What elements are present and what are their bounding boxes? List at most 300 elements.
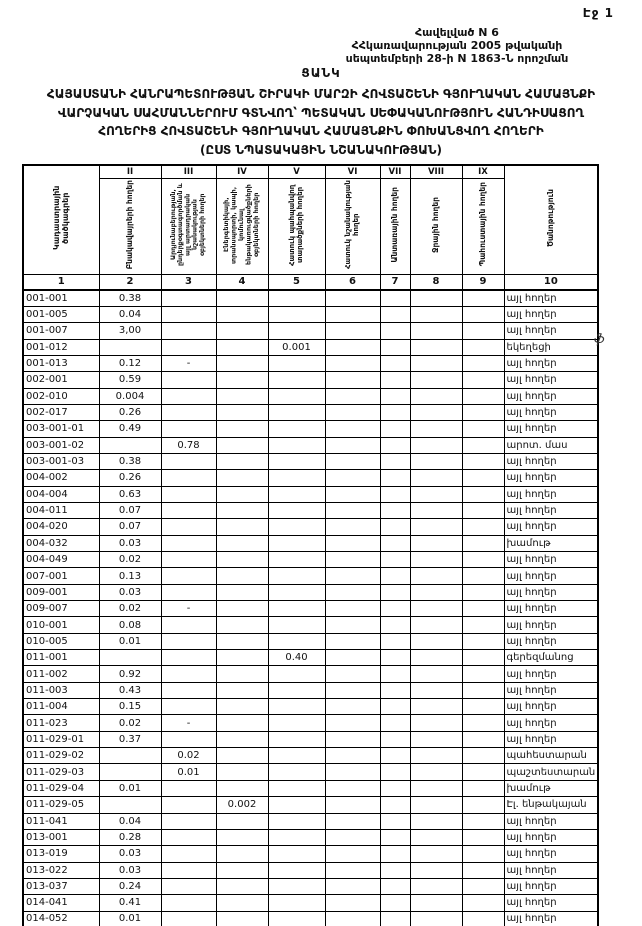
value-cell: [99, 764, 161, 780]
cadastral-code-cell: 004-049: [23, 552, 99, 568]
table-row: [23, 829, 598, 845]
value-cell: [410, 421, 462, 437]
note-cell: այլ հողեր: [504, 470, 598, 486]
value-cell: [216, 355, 268, 371]
value-cell: -: [161, 715, 216, 731]
note-cell: այլ հողեր: [504, 878, 598, 894]
value-cell: 0.01: [161, 764, 216, 780]
value-cell: 0.38: [99, 453, 161, 469]
value-cell: [268, 601, 325, 617]
note-cell: այլ հողեր: [504, 699, 598, 715]
value-cell: [268, 306, 325, 322]
value-cell: [99, 748, 161, 764]
value-cell: [410, 339, 462, 355]
value-cell: [268, 862, 325, 878]
table-row: [23, 666, 598, 682]
cadastral-code-cell: 011-029-04: [23, 780, 99, 796]
value-cell: [380, 911, 410, 926]
header-cadastral-codes: [23, 165, 99, 274]
cadastral-code-cell: 004-032: [23, 535, 99, 551]
value-cell: [216, 911, 268, 926]
value-cell: [161, 666, 216, 682]
value-cell: [268, 568, 325, 584]
title-line: ՀՈՂԵՐԻՑ ՀՈՎՏԱՇԵՆԻ ԳՅՈՒՂԱԿԱՆ ՀԱՄԱՅՆՔԻՆ ՓՈԽԱՆՑՎՈՂ ՀՈՂԵՐԻ: [98, 124, 544, 138]
value-cell: -: [161, 355, 216, 371]
value-cell: [325, 388, 380, 404]
value-cell: 0.02: [99, 552, 161, 568]
title-line: ՀԱՅԱՍՏԱՆԻ ՀԱՆՐԱՊԵՏՈՒԹՅԱՆ ՇԻՐԱԿԻ ՄԱՐԶԻ ՀՈՎՏԱՇԵՆԻ ԳՅՈՒՂԱԿԱՆ ՀԱՄԱՅՆՔԻ: [46, 87, 596, 101]
value-cell: [380, 306, 410, 322]
value-cell: [380, 829, 410, 845]
note-cell: այլ հողեր: [504, 453, 598, 469]
table-row: [23, 813, 598, 829]
value-cell: [380, 421, 410, 437]
value-cell: [268, 797, 325, 813]
value-cell: [462, 650, 504, 666]
cadastral-code-cell: 002-001: [23, 372, 99, 388]
value-cell: [268, 470, 325, 486]
value-cell: [325, 372, 380, 388]
roman-IX: IX: [462, 165, 504, 178]
handwritten-mark: ֆ: [593, 331, 606, 348]
value-cell: [380, 486, 410, 502]
value-cell: [268, 535, 325, 551]
value-cell: [462, 748, 504, 764]
value-cell: [216, 846, 268, 862]
value-cell: [325, 502, 380, 518]
value-cell: [410, 715, 462, 731]
value-cell: [216, 666, 268, 682]
value-cell: [380, 552, 410, 568]
value-cell: [216, 388, 268, 404]
value-cell: [216, 731, 268, 747]
page-number: Էջ 1: [582, 6, 614, 20]
note-cell: այլ հողեր: [504, 290, 598, 306]
value-cell: [216, 404, 268, 420]
annex-line: ՀՀկառավարության 2005 թվականի: [351, 39, 563, 52]
value-cell: [380, 878, 410, 894]
header-notes-label: Ծանոթություն: [545, 189, 555, 248]
value-cell: [410, 568, 462, 584]
value-cell: [325, 878, 380, 894]
table-row: [23, 552, 598, 568]
value-cell: [268, 715, 325, 731]
value-cell: [99, 339, 161, 355]
value-cell: [462, 552, 504, 568]
note-cell: այլ հողեր: [504, 715, 598, 731]
value-cell: [380, 437, 410, 453]
value-cell: [462, 339, 504, 355]
value-cell: [268, 437, 325, 453]
value-cell: [161, 388, 216, 404]
column-number: 8: [410, 274, 462, 290]
cadastral-code-cell: 001-005: [23, 306, 99, 322]
value-cell: [325, 519, 380, 535]
value-cell: [99, 437, 161, 453]
value-cell: 0.03: [99, 862, 161, 878]
cadastral-code-cell: 003-001-01: [23, 421, 99, 437]
cadastral-code-cell: 004-004: [23, 486, 99, 502]
column-number: 4: [216, 274, 268, 290]
table-row: [23, 731, 598, 747]
table-row: [23, 715, 598, 731]
value-cell: 0.26: [99, 404, 161, 420]
value-cell: 0.07: [99, 519, 161, 535]
value-cell: [380, 797, 410, 813]
title-line: (ԸՍՏ ՆՊԱՏԱԿԱՅԻՆ ՆՇԱՆԱԿՈՒԹՅԱՆ): [200, 142, 442, 157]
value-cell: [216, 339, 268, 355]
value-cell: [216, 437, 268, 453]
annex-line: սեպտեմբերի 28-ի N 1863-Ն որոշման: [345, 52, 569, 65]
value-cell: [462, 323, 504, 339]
value-cell: [462, 813, 504, 829]
value-cell: [216, 502, 268, 518]
value-cell: 0.001: [268, 339, 325, 355]
value-cell: [216, 519, 268, 535]
value-cell: 0.02: [99, 715, 161, 731]
value-cell: [216, 699, 268, 715]
value-cell: [216, 764, 268, 780]
table-row: [23, 502, 598, 518]
value-cell: [325, 404, 380, 420]
value-cell: [410, 453, 462, 469]
value-cell: [380, 323, 410, 339]
header-reserve-lands: Պահուստային հողեր: [462, 178, 504, 274]
value-cell: [380, 895, 410, 911]
value-cell: [216, 323, 268, 339]
cadastral-code-cell: 004-020: [23, 519, 99, 535]
note-cell: այլ հողեր: [504, 568, 598, 584]
value-cell: [410, 601, 462, 617]
value-cell: 0.26: [99, 470, 161, 486]
value-cell: [325, 486, 380, 502]
value-cell: [410, 846, 462, 862]
header-industrial-lands: Արդյունաբերության, ընդերքօգտագործման և այլ արտադրական նշանակության օբյեկտների հողեր: [161, 178, 216, 274]
note-cell: այլ հողեր: [504, 601, 598, 617]
value-cell: [268, 731, 325, 747]
value-cell: 0.12: [99, 355, 161, 371]
table-row: [23, 601, 598, 617]
value-cell: [325, 748, 380, 764]
value-cell: [216, 552, 268, 568]
value-cell: [268, 633, 325, 649]
value-cell: [268, 404, 325, 420]
value-cell: [268, 519, 325, 535]
note-cell: այլ հողեր: [504, 813, 598, 829]
value-cell: 0.01: [99, 633, 161, 649]
value-cell: [216, 421, 268, 437]
value-cell: 0.08: [99, 617, 161, 633]
value-cell: [325, 535, 380, 551]
value-cell: [380, 862, 410, 878]
value-cell: [462, 731, 504, 747]
value-cell: [268, 421, 325, 437]
value-cell: [216, 862, 268, 878]
value-cell: [161, 813, 216, 829]
value-cell: [462, 486, 504, 502]
cadastral-code-cell: 011-029-05: [23, 797, 99, 813]
value-cell: [410, 535, 462, 551]
value-cell: [325, 829, 380, 845]
value-cell: [462, 404, 504, 420]
table-row: [23, 470, 598, 486]
value-cell: [462, 584, 504, 600]
table-row: [23, 878, 598, 894]
column-numbers-row: [23, 274, 598, 290]
note-cell: այլ հողեր: [504, 404, 598, 420]
value-cell: 0.01: [99, 780, 161, 796]
value-cell: [99, 650, 161, 666]
table-row: [23, 862, 598, 878]
value-cell: 0.28: [99, 829, 161, 845]
note-cell: պաշտեստարան: [504, 764, 598, 780]
value-cell: [380, 372, 410, 388]
value-cell: [161, 895, 216, 911]
value-cell: [161, 421, 216, 437]
value-cell: 0.37: [99, 731, 161, 747]
value-cell: [216, 470, 268, 486]
value-cell: [161, 878, 216, 894]
value-cell: 3,00: [99, 323, 161, 339]
value-cell: [325, 323, 380, 339]
value-cell: [410, 911, 462, 926]
value-cell: 0.04: [99, 306, 161, 322]
value-cell: 0.78: [161, 437, 216, 453]
value-cell: [410, 519, 462, 535]
value-cell: [380, 715, 410, 731]
value-cell: [268, 323, 325, 339]
value-cell: [216, 682, 268, 698]
value-cell: [380, 633, 410, 649]
value-cell: [216, 829, 268, 845]
value-cell: [161, 568, 216, 584]
table-row: [23, 764, 598, 780]
value-cell: [161, 682, 216, 698]
value-cell: [268, 502, 325, 518]
value-cell: [410, 829, 462, 845]
value-cell: [410, 666, 462, 682]
table-row: [23, 535, 598, 551]
value-cell: [410, 862, 462, 878]
cadastral-code-cell: 009-001: [23, 584, 99, 600]
value-cell: [410, 372, 462, 388]
cadastral-code-cell: 011-004: [23, 699, 99, 715]
value-cell: [462, 682, 504, 698]
value-cell: [325, 911, 380, 926]
value-cell: [99, 797, 161, 813]
table-row: [23, 895, 598, 911]
note-cell: արոտ. մաս: [504, 437, 598, 453]
value-cell: 0.40: [268, 650, 325, 666]
value-cell: [325, 813, 380, 829]
note-cell: այլ հողեր: [504, 633, 598, 649]
value-cell: [216, 715, 268, 731]
value-cell: [268, 829, 325, 845]
value-cell: [462, 470, 504, 486]
note-cell: այլ հողեր: [504, 519, 598, 535]
value-cell: [380, 584, 410, 600]
value-cell: [410, 731, 462, 747]
value-cell: [325, 470, 380, 486]
value-cell: [410, 633, 462, 649]
value-cell: [462, 666, 504, 682]
header-infrastructure-lands: Էներգետիկայի, տրանսպորտի, կապի, կոմունալ ենթակառուցվածքների օբյեկտների հողեր: [216, 178, 268, 274]
value-cell: [268, 666, 325, 682]
note-cell: այլ հողեր: [504, 829, 598, 845]
value-cell: [380, 502, 410, 518]
value-cell: [380, 355, 410, 371]
value-cell: [161, 486, 216, 502]
note-cell: այլ հողեր: [504, 502, 598, 518]
value-cell: [161, 829, 216, 845]
column-number: 1: [23, 274, 99, 290]
cadastral-code-cell: 001-012: [23, 339, 99, 355]
value-cell: [161, 731, 216, 747]
value-cell: [380, 846, 410, 862]
table-row: [23, 290, 598, 306]
note-cell: այլ հողեր: [504, 306, 598, 322]
value-cell: [380, 650, 410, 666]
value-cell: [410, 682, 462, 698]
note-cell: այլ հողեր: [504, 323, 598, 339]
value-cell: [268, 748, 325, 764]
value-cell: [161, 290, 216, 306]
value-cell: [410, 584, 462, 600]
value-cell: [462, 306, 504, 322]
value-cell: [325, 568, 380, 584]
value-cell: [161, 797, 216, 813]
column-number: 6: [325, 274, 380, 290]
cadastral-code-cell: 009-007: [23, 601, 99, 617]
value-cell: 0.38: [99, 290, 161, 306]
value-cell: [161, 519, 216, 535]
value-cell: [216, 453, 268, 469]
value-cell: [462, 453, 504, 469]
value-cell: [380, 764, 410, 780]
value-cell: [462, 829, 504, 845]
value-cell: [462, 764, 504, 780]
value-cell: [325, 764, 380, 780]
value-cell: [325, 666, 380, 682]
value-cell: [380, 699, 410, 715]
cadastral-code-cell: 002-010: [23, 388, 99, 404]
table-row: [23, 388, 598, 404]
table-row: [23, 699, 598, 715]
value-cell: [216, 633, 268, 649]
value-cell: [380, 780, 410, 796]
value-cell: [410, 748, 462, 764]
title-line: ՎԱՐՉԱԿԱՆ ՍԱՀՄԱՆՆԵՐՈՒՄ ԳՏՆՎՈՂ՝ ՊԵՏԱԿԱՆ ՍԵՓԱԿԱՆՈՒԹՅՈՒՆ ՀԱՆԴԻՍԱՑՈՂ: [57, 105, 585, 120]
value-cell: [380, 813, 410, 829]
table-row: [23, 404, 598, 420]
value-cell: [380, 404, 410, 420]
value-cell: [325, 306, 380, 322]
value-cell: [216, 780, 268, 796]
header-water-lands: Ջրային հողեր: [410, 178, 462, 274]
value-cell: [161, 584, 216, 600]
value-cell: [268, 911, 325, 926]
value-cell: [380, 601, 410, 617]
value-cell: [161, 911, 216, 926]
value-cell: [268, 372, 325, 388]
note-cell: այլ հողեր: [504, 666, 598, 682]
value-cell: [410, 404, 462, 420]
value-cell: [462, 388, 504, 404]
value-cell: [380, 617, 410, 633]
value-cell: [462, 895, 504, 911]
value-cell: [462, 372, 504, 388]
value-cell: 0.03: [99, 584, 161, 600]
value-cell: [325, 437, 380, 453]
roman-VI: VI: [325, 165, 380, 178]
value-cell: [161, 372, 216, 388]
value-cell: [462, 617, 504, 633]
table-row: [23, 584, 598, 600]
cadastral-code-cell: 013-037: [23, 878, 99, 894]
table-row: [23, 486, 598, 502]
value-cell: [161, 780, 216, 796]
value-cell: [216, 601, 268, 617]
value-cell: [325, 290, 380, 306]
value-cell: 0.004: [99, 388, 161, 404]
value-cell: 0.59: [99, 372, 161, 388]
value-cell: [161, 323, 216, 339]
value-cell: [325, 584, 380, 600]
header-special-purpose-lands: Հատուկ նշանակության հողեր: [325, 178, 380, 274]
note-cell: եկեղեցի: [504, 339, 598, 355]
cadastral-code-cell: 011-003: [23, 682, 99, 698]
value-cell: [462, 355, 504, 371]
value-cell: [325, 682, 380, 698]
note-cell: այլ հողեր: [504, 584, 598, 600]
column-number: 3: [161, 274, 216, 290]
cadastral-code-cell: 011-029-03: [23, 764, 99, 780]
value-cell: [161, 846, 216, 862]
value-cell: [268, 355, 325, 371]
value-cell: [216, 813, 268, 829]
value-cell: [462, 780, 504, 796]
value-cell: [325, 797, 380, 813]
column-number: 5: [268, 274, 325, 290]
value-cell: 0.92: [99, 666, 161, 682]
note-cell: այլ հողեր: [504, 421, 598, 437]
note-cell: այլ հողեր: [504, 895, 598, 911]
cadastral-code-cell: 010-005: [23, 633, 99, 649]
value-cell: -: [161, 601, 216, 617]
value-cell: [216, 306, 268, 322]
document-title: [0, 85, 642, 159]
value-cell: 0.13: [99, 568, 161, 584]
cadastral-code-cell: 003-001-03: [23, 453, 99, 469]
cadastral-code-cell: 001-001: [23, 290, 99, 306]
value-cell: [161, 535, 216, 551]
table-row: [23, 372, 598, 388]
roman-III: III: [161, 165, 216, 178]
value-cell: [216, 895, 268, 911]
column-number: 7: [380, 274, 410, 290]
note-cell: գերեզմանոց: [504, 650, 598, 666]
note-cell: այլ հողեր: [504, 552, 598, 568]
value-cell: [380, 731, 410, 747]
table-row: [23, 453, 598, 469]
value-cell: 0.04: [99, 813, 161, 829]
value-cell: [161, 339, 216, 355]
table-row: [23, 748, 598, 764]
value-cell: [462, 878, 504, 894]
value-cell: [325, 846, 380, 862]
value-cell: [325, 780, 380, 796]
note-cell: այլ հողեր: [504, 911, 598, 926]
